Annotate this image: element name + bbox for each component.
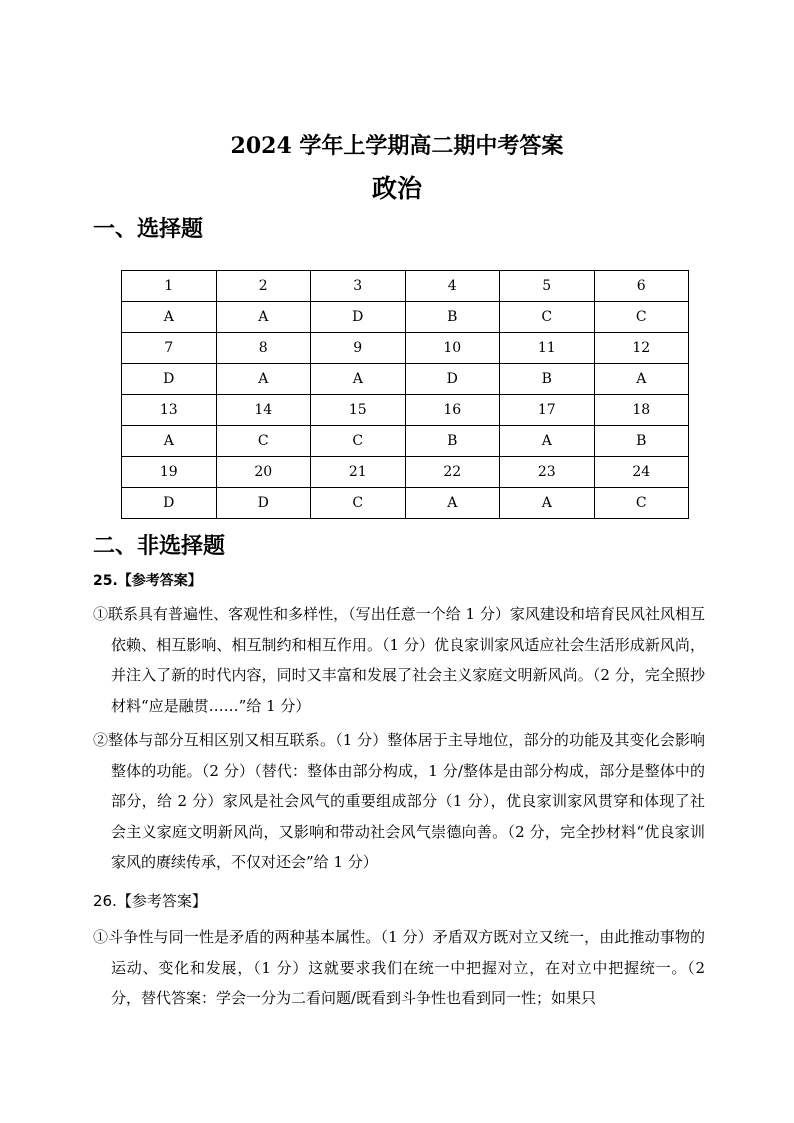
answer-cell: A xyxy=(405,488,500,519)
answer-cell: A xyxy=(122,302,217,333)
answer-cell: A xyxy=(216,302,311,333)
question-25-answer-2: ②整体与部分互相区别又相互联系。（1 分）整体居于主导地位，部分的功能及其变化会影响整体的功能。（2 分）（替代：整体由部分构成，1 分/整体是由部分构成，部分是整体中的部分，给 2 分）家风是社会风气的重要组成部分（1 分），优良家训家风贯穿和体现了社会主义家庭文明新风尚，又影响和带动社会风气崇德向善。（2 分，完全抄材料“优良家训家风的赓续传承，不仅对还会”给 1 分） xyxy=(93,731,705,871)
question-number-cell: 5 xyxy=(500,271,595,302)
table-row xyxy=(122,364,689,395)
answer-cell: C xyxy=(594,302,689,333)
answer-cell: A xyxy=(500,426,595,457)
question-number-cell: 14 xyxy=(216,395,311,426)
answer-cell: B xyxy=(405,426,500,457)
question-number-cell: 11 xyxy=(500,333,595,364)
question-number-cell: 13 xyxy=(122,395,217,426)
question-number-cell: 21 xyxy=(311,457,406,488)
answer-cell: C xyxy=(500,302,595,333)
table-row xyxy=(122,302,689,333)
answer-cell: B xyxy=(500,364,595,395)
table-row xyxy=(122,333,689,364)
section-heading-nonchoice: 二、非选择题 xyxy=(93,534,226,559)
subject-title: 政治 xyxy=(371,174,422,203)
answer-cell: D xyxy=(122,488,217,519)
question-number-cell: 8 xyxy=(216,333,311,364)
question-number-cell: 19 xyxy=(122,457,217,488)
answer-cell: D xyxy=(122,364,217,395)
answer-cell: C xyxy=(594,488,689,519)
answer-cell: A xyxy=(122,426,217,457)
answer-cell: A xyxy=(594,364,689,395)
question-26-label: 26.【参考答案】 xyxy=(93,892,207,910)
question-number-cell: 6 xyxy=(594,271,689,302)
question-number-cell: 17 xyxy=(500,395,595,426)
question-number-cell: 23 xyxy=(500,457,595,488)
question-number-cell: 12 xyxy=(594,333,689,364)
question-number-cell: 24 xyxy=(594,457,689,488)
table-row xyxy=(122,271,689,302)
question-number-cell: 7 xyxy=(122,333,217,364)
page-title: 2024 学年上学期高二期中考答案 xyxy=(230,133,564,159)
question-number-cell: 10 xyxy=(405,333,500,364)
answer-cell: B xyxy=(405,302,500,333)
question-number-cell: 9 xyxy=(311,333,406,364)
answer-cell: C xyxy=(311,488,406,519)
answer-cell: D xyxy=(216,488,311,519)
answer-cell: B xyxy=(594,426,689,457)
question-number-cell: 16 xyxy=(405,395,500,426)
question-number-cell: 2 xyxy=(216,271,311,302)
table-row xyxy=(122,457,689,488)
question-number-cell: 22 xyxy=(405,457,500,488)
section-heading-choice: 一、选择题 xyxy=(93,217,204,242)
answer-cell: C xyxy=(311,426,406,457)
answer-cell: A xyxy=(216,364,311,395)
question-number-cell: 18 xyxy=(594,395,689,426)
question-25-answer-1: ①联系具有普遍性、客观性和多样性，（写出任意一个给 1 分）家风建设和培育民风社风相互依赖、相互影响、相互制约和相互作用。（1 分）优良家训家风适应社会生活形成新风尚，并注入了新的时代内容，同时又丰富和发展了社会主义家庭文明新风尚。（2 分，完全照抄材料“应是融贯……”给 1 分） xyxy=(93,605,705,715)
question-number-cell: 20 xyxy=(216,457,311,488)
question-25-label: 25.【参考答案】 xyxy=(93,573,202,589)
answer-cell: C xyxy=(216,426,311,457)
answer-cell: D xyxy=(405,364,500,395)
table-row xyxy=(122,426,689,457)
question-26-answer-1: ①斗争性与同一性是矛盾的两种基本属性。（1 分）矛盾双方既对立又统一，由此推动事物的运动、变化和发展，（1 分）这就要求我们在统一中把握对立，在对立中把握统一。（2 分，替代答案：学会一分为二看问题/既看到斗争性也看到同一性；如果只 xyxy=(93,928,705,1007)
question-number-cell: 15 xyxy=(311,395,406,426)
question-number-cell: 1 xyxy=(122,271,217,302)
question-number-cell: 3 xyxy=(311,271,406,302)
answer-table xyxy=(121,270,689,519)
answer-cell: A xyxy=(500,488,595,519)
answer-cell: D xyxy=(311,302,406,333)
answer-cell: A xyxy=(311,364,406,395)
table-row xyxy=(122,395,689,426)
question-number-cell: 4 xyxy=(405,271,500,302)
table-row xyxy=(122,488,689,519)
